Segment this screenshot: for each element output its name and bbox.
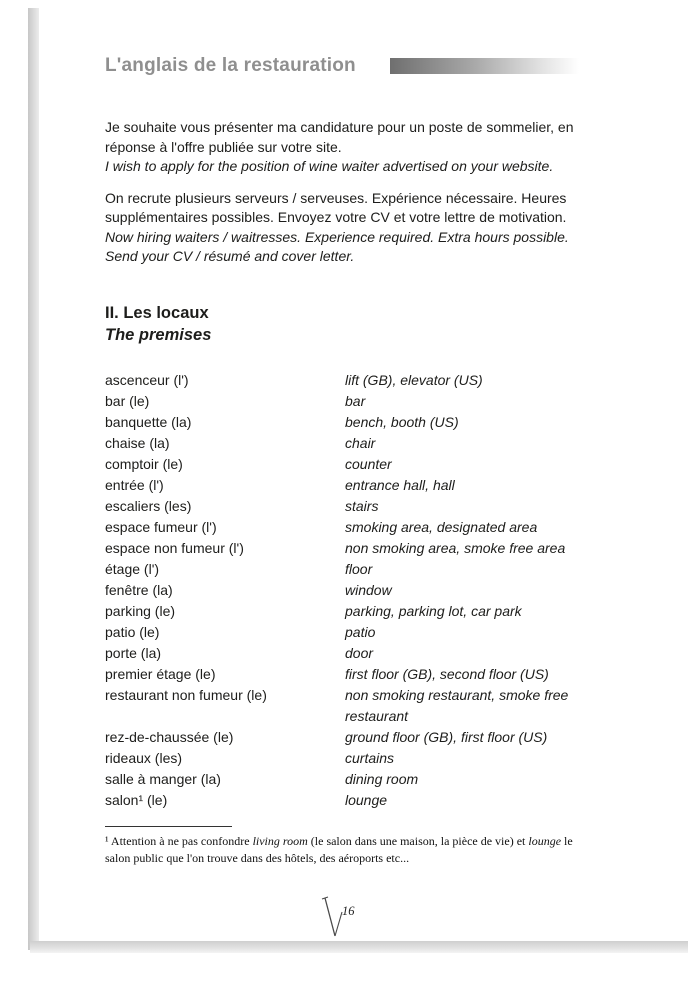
vocab-row xyxy=(105,559,597,580)
vocab-row xyxy=(105,391,597,412)
paragraph-2-french: On recrute plusieurs serveurs / serveuses. Expérience nécessaire. Heures supplémentaires possibles. Envoyez votre CV et votre lettre de motivation. xyxy=(105,189,567,225)
vocab-term-english: first floor (GB), second floor (US) xyxy=(345,666,549,682)
page-header xyxy=(105,55,597,77)
vocab-term-english: door xyxy=(345,645,374,661)
vocab-row xyxy=(105,685,597,727)
vocab-term-english: floor xyxy=(345,561,373,577)
vocab-term-english: bench, booth (US) xyxy=(345,414,459,430)
vocab-term-english: counter xyxy=(345,456,392,472)
footnote-rule xyxy=(105,826,232,827)
vocab-row xyxy=(105,370,597,391)
vocab-term-english: window xyxy=(345,582,392,598)
vocab-term-french: comptoir (le) xyxy=(105,456,183,472)
vocab-row xyxy=(105,475,597,496)
vocab-term-french: rideaux (les) xyxy=(105,750,183,766)
vocab-term-french: salon¹ (le) xyxy=(105,792,168,808)
vocab-row xyxy=(105,433,597,454)
page-number: 16 xyxy=(342,904,355,918)
vocabulary-list xyxy=(105,370,597,811)
vocab-term-french: espace non fumeur (l') xyxy=(105,540,244,556)
vocab-term-french: rez-de-chaussée (le) xyxy=(105,729,234,745)
vocab-row xyxy=(105,643,597,664)
vocab-term-english: dining room xyxy=(345,771,419,787)
vocab-term-french: patio (le) xyxy=(105,624,160,640)
section-heading xyxy=(105,302,597,346)
vocab-term-english: chair xyxy=(345,435,376,451)
paragraph-1-french: Je souhaite vous présenter ma candidature pour un poste de sommelier, en réponse à l'offre publiée sur votre site. xyxy=(105,119,574,155)
vocab-row xyxy=(105,412,597,433)
vocab-term-english: ground floor (GB), first floor (US) xyxy=(345,729,548,745)
vocab-row xyxy=(105,496,597,517)
vocab-row xyxy=(105,580,597,601)
vocab-row xyxy=(105,664,597,685)
vocab-term-french: restaurant non fumeur (le) xyxy=(105,687,267,703)
vocab-term-french: parking (le) xyxy=(105,603,176,619)
section-title-english: The premises xyxy=(105,326,212,344)
vocab-row xyxy=(105,517,597,538)
page-left-edge-shadow xyxy=(28,8,39,950)
paragraph-2 xyxy=(105,189,597,267)
page-bottom-edge-shadow xyxy=(30,941,688,953)
vocab-term-french: étage (l') xyxy=(105,561,160,577)
paragraph-1-english: I wish to apply for the position of wine waiter advertised on your website. xyxy=(105,158,554,174)
paragraph-2-english: Now hiring waiters / waitresses. Experience required. Extra hours possible. Send your CV / résumé and cover letter. xyxy=(105,228,569,264)
vocab-term-french: escaliers (les) xyxy=(105,498,192,514)
footnote-text xyxy=(105,833,597,867)
vocab-row xyxy=(105,538,597,559)
footnote-italic-lounge: lounge xyxy=(528,834,562,848)
vocab-term-english: bar xyxy=(345,393,366,409)
vocab-row xyxy=(105,790,597,811)
title-gradient-bar xyxy=(390,58,579,74)
section-title-french: II. Les locaux xyxy=(105,304,209,322)
vocab-term-english: lounge xyxy=(345,792,388,808)
footnote-italic-living-room: living room xyxy=(252,834,308,848)
intro-paragraphs xyxy=(105,118,597,279)
vocab-row xyxy=(105,454,597,475)
vocab-term-english: lift (GB), elevator (US) xyxy=(345,372,483,388)
vocab-row xyxy=(105,769,597,790)
vocab-term-english: entrance hall, hall xyxy=(345,477,455,493)
footnote xyxy=(105,826,597,867)
vocab-term-french: salle à manger (la) xyxy=(105,771,221,787)
vocab-term-english: curtains xyxy=(345,750,395,766)
paragraph-1 xyxy=(105,118,597,177)
vocab-term-french: fenêtre (la) xyxy=(105,582,173,598)
vocab-row xyxy=(105,601,597,622)
vocab-term-french: espace fumeur (l') xyxy=(105,519,217,535)
vocab-term-english: smoking area, designated area xyxy=(345,519,538,535)
vocab-term-french: chaise (la) xyxy=(105,435,170,451)
vocab-term-english: non smoking area, smoke free area xyxy=(345,540,566,556)
page-title: L'anglais de la restauration xyxy=(105,55,356,76)
footnote-part2: (le salon dans une maison, la pièce de vie) et xyxy=(307,834,529,848)
vocab-row xyxy=(105,748,597,769)
vocab-term-english: stairs xyxy=(345,498,379,514)
vocab-term-english: patio xyxy=(345,624,376,640)
vocab-row xyxy=(105,622,597,643)
vocab-term-french: ascenceur (l') xyxy=(105,372,189,388)
footnote-part1: ¹ Attention à ne pas confondre xyxy=(105,834,253,848)
footnote-part3: le salon public que l'on trouve dans des hôtels, des aéroports etc... xyxy=(105,834,573,865)
page-number-area xyxy=(318,896,388,942)
vocab-term-french: entrée (l') xyxy=(105,477,164,493)
vocab-term-english: non smoking restaurant, smoke free restaurant xyxy=(345,687,569,724)
vocab-term-french: banquette (la) xyxy=(105,414,192,430)
vocab-term-english: parking, parking lot, car park xyxy=(345,603,522,619)
vocab-term-french: bar (le) xyxy=(105,393,150,409)
vocab-term-french: premier étage (le) xyxy=(105,666,216,682)
vocab-row xyxy=(105,727,597,748)
vocab-term-french: porte (la) xyxy=(105,645,162,661)
